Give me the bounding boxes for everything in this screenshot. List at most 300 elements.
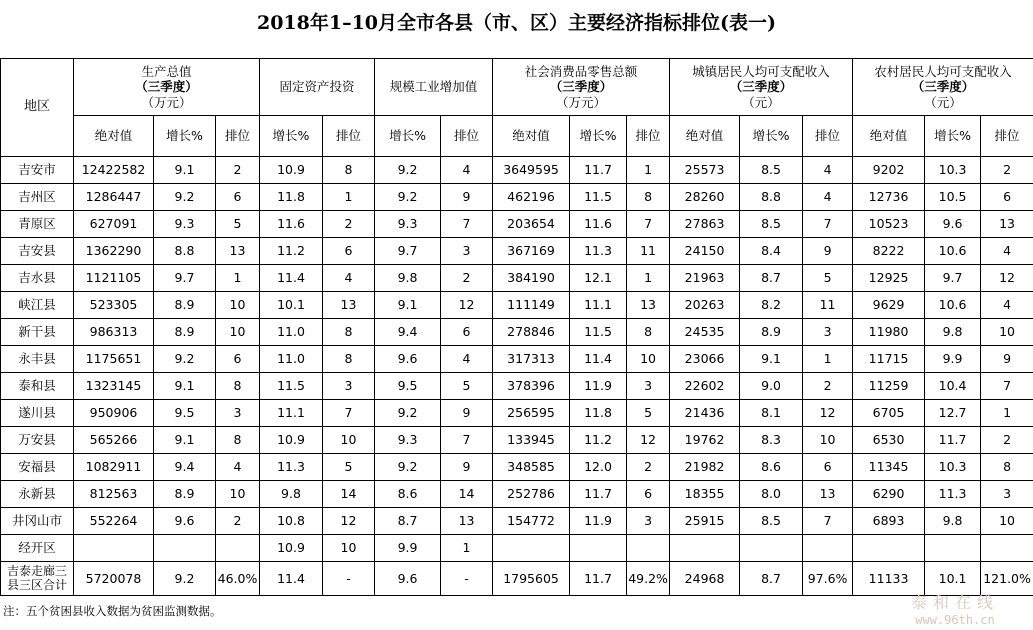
value-cell: 9.5: [375, 373, 441, 400]
header-absolute-value: 绝对值: [74, 116, 154, 157]
value-cell: 11.9: [570, 373, 627, 400]
value-cell: 11.2: [260, 238, 323, 265]
table-row: [1, 292, 1033, 319]
value-cell: 11: [803, 292, 853, 319]
value-cell: 9.2: [375, 184, 441, 211]
value-cell: 11.5: [260, 373, 323, 400]
value-cell: 9.1: [154, 157, 216, 184]
value-cell: 8.9: [154, 481, 216, 508]
watermark: [880, 590, 1030, 627]
region-cell: 泰和县: [1, 373, 74, 400]
value-cell: 12422582: [74, 157, 154, 184]
header-retail-name: 社会消费品零售总额: [524, 63, 638, 79]
value-cell: 9: [803, 238, 853, 265]
economic-indicators-table: [0, 58, 1033, 596]
value-cell: 9.6: [154, 508, 216, 535]
total-value-cell: 11.4: [260, 562, 323, 596]
watermark-url: www.96th.cn: [915, 613, 995, 627]
header-growth-pct: 增长%: [740, 116, 803, 157]
value-cell: 9: [981, 346, 1033, 373]
value-cell: 9: [441, 184, 493, 211]
value-cell: 13: [981, 211, 1033, 238]
value-cell: 256595: [493, 400, 570, 427]
value-cell: 317313: [493, 346, 570, 373]
value-cell: 5: [627, 400, 670, 427]
value-cell: 9.3: [375, 211, 441, 238]
value-cell: 9.1: [154, 427, 216, 454]
header-rural-unit: （元）: [924, 94, 962, 110]
value-cell: 2: [981, 427, 1033, 454]
value-cell: 11.9: [570, 508, 627, 535]
value-cell: 11.4: [570, 346, 627, 373]
region-cell: 吉安县: [1, 238, 74, 265]
header-rural: [853, 59, 1033, 116]
value-cell: [981, 535, 1033, 562]
header-absolute-value: 绝对值: [493, 116, 570, 157]
value-cell: 3: [323, 373, 375, 400]
header-rural-name: 农村居民人均可支配收入: [874, 63, 1012, 79]
header-retail-unit: （万元）: [556, 94, 607, 110]
value-cell: 11.7: [570, 157, 627, 184]
value-cell: 154772: [493, 508, 570, 535]
value-cell: 3649595: [493, 157, 570, 184]
value-cell: 11.6: [260, 211, 323, 238]
header-retail: [493, 59, 670, 116]
header-growth-pct: 增长%: [154, 116, 216, 157]
value-cell: 9.1: [740, 346, 803, 373]
value-cell: 10.4: [925, 373, 981, 400]
value-cell: 9.6: [925, 211, 981, 238]
value-cell: 1: [627, 265, 670, 292]
value-cell: 1: [323, 184, 375, 211]
value-cell: 12: [803, 400, 853, 427]
value-cell: 11.8: [260, 184, 323, 211]
total-value-cell: -: [441, 562, 493, 596]
total-value-cell: 10.1: [925, 562, 981, 596]
value-cell: 3: [803, 319, 853, 346]
value-cell: 8: [323, 346, 375, 373]
value-cell: [216, 535, 260, 562]
value-cell: 14: [323, 481, 375, 508]
value-cell: 4: [981, 238, 1033, 265]
value-cell: 8: [216, 373, 260, 400]
region-cell: 峡江县: [1, 292, 74, 319]
header-gdp-period: （三季度）: [135, 79, 198, 95]
watermark-text: 泰和在线: [910, 593, 999, 612]
header-growth-pct: 增长%: [375, 116, 441, 157]
value-cell: 12736: [853, 184, 925, 211]
value-cell: 252786: [493, 481, 570, 508]
header-gdp-unit: （万元）: [141, 94, 192, 110]
region-cell: 永丰县: [1, 346, 74, 373]
value-cell: 7: [441, 211, 493, 238]
value-cell: [853, 535, 925, 562]
value-cell: 8.5: [740, 157, 803, 184]
value-cell: 203654: [493, 211, 570, 238]
value-cell: 10.6: [925, 292, 981, 319]
region-cell: 经开区: [1, 535, 74, 562]
value-cell: 8.8: [740, 184, 803, 211]
value-cell: 8.4: [740, 238, 803, 265]
value-cell: 7: [803, 508, 853, 535]
value-cell: 1: [216, 265, 260, 292]
value-cell: 9.9: [375, 535, 441, 562]
value-cell: 3: [627, 508, 670, 535]
value-cell: 28260: [670, 184, 740, 211]
value-cell: 133945: [493, 427, 570, 454]
value-cell: 4: [441, 346, 493, 373]
region-cell: 吉州区: [1, 184, 74, 211]
header-rank: 排位: [441, 116, 493, 157]
value-cell: 9.8: [925, 508, 981, 535]
value-cell: 6: [216, 184, 260, 211]
value-cell: 13: [627, 292, 670, 319]
value-cell: 6: [627, 481, 670, 508]
table-row: [1, 184, 1033, 211]
table-row: [1, 373, 1033, 400]
value-cell: 12: [627, 427, 670, 454]
value-cell: 10: [981, 508, 1033, 535]
total-value-cell: 8.7: [740, 562, 803, 596]
value-cell: 1: [981, 400, 1033, 427]
value-cell: 1121105: [74, 265, 154, 292]
header-rank: 排位: [981, 116, 1033, 157]
value-cell: 8: [981, 454, 1033, 481]
region-cell: 永新县: [1, 481, 74, 508]
value-cell: 13: [216, 238, 260, 265]
value-cell: 378396: [493, 373, 570, 400]
total-value-cell: 5720078: [74, 562, 154, 596]
value-cell: 8.5: [740, 508, 803, 535]
region-cell: 遂川县: [1, 400, 74, 427]
header-rank: 排位: [803, 116, 853, 157]
value-cell: 10: [981, 319, 1033, 346]
footnote: 注：五个贫困县收入数据为贫困监测数据。: [3, 604, 222, 618]
table-body: [1, 157, 1033, 596]
table-row: [1, 319, 1033, 346]
value-cell: 9.8: [375, 265, 441, 292]
value-cell: 3: [981, 481, 1033, 508]
value-cell: 9.7: [925, 265, 981, 292]
header-industry: 规模工业增加值: [375, 59, 493, 116]
total-value-cell: -: [323, 562, 375, 596]
value-cell: 6: [803, 454, 853, 481]
value-cell: 12925: [853, 265, 925, 292]
value-cell: 7: [627, 211, 670, 238]
region-cell: 万安县: [1, 427, 74, 454]
value-cell: 1286447: [74, 184, 154, 211]
value-cell: 111149: [493, 292, 570, 319]
value-cell: 10.1: [260, 292, 323, 319]
table-row: [1, 238, 1033, 265]
value-cell: 11345: [853, 454, 925, 481]
value-cell: 8.5: [740, 211, 803, 238]
value-cell: 13: [803, 481, 853, 508]
value-cell: [154, 535, 216, 562]
value-cell: 9.2: [375, 157, 441, 184]
value-cell: 2: [216, 157, 260, 184]
value-cell: 384190: [493, 265, 570, 292]
total-value-cell: 97.6%: [803, 562, 853, 596]
region-cell: 吉水县: [1, 265, 74, 292]
value-cell: 6: [216, 346, 260, 373]
value-cell: 8: [323, 157, 375, 184]
value-cell: 552264: [74, 508, 154, 535]
value-cell: 348585: [493, 454, 570, 481]
value-cell: 7: [981, 373, 1033, 400]
total-value-cell: 49.2%: [627, 562, 670, 596]
value-cell: 9.8: [260, 481, 323, 508]
value-cell: 5: [323, 454, 375, 481]
value-cell: 8: [627, 319, 670, 346]
total-row: [1, 562, 1033, 596]
value-cell: 10: [803, 427, 853, 454]
value-cell: 8.9: [154, 292, 216, 319]
value-cell: 9: [441, 454, 493, 481]
value-cell: 523305: [74, 292, 154, 319]
value-cell: 6: [323, 238, 375, 265]
value-cell: 1175651: [74, 346, 154, 373]
value-cell: 10.9: [260, 427, 323, 454]
value-cell: 10.6: [925, 238, 981, 265]
table-row: [1, 211, 1033, 238]
value-cell: 22602: [670, 373, 740, 400]
value-cell: 9.5: [154, 400, 216, 427]
value-cell: 9.2: [375, 400, 441, 427]
value-cell: 10.3: [925, 157, 981, 184]
value-cell: 11.3: [570, 238, 627, 265]
value-cell: 6: [441, 319, 493, 346]
value-cell: 9.2: [154, 184, 216, 211]
table-row: [1, 454, 1033, 481]
value-cell: 27863: [670, 211, 740, 238]
value-cell: 21963: [670, 265, 740, 292]
value-cell: 10: [627, 346, 670, 373]
total-value-cell: 24968: [670, 562, 740, 596]
value-cell: 9.2: [375, 454, 441, 481]
value-cell: 11.0: [260, 346, 323, 373]
header-rank: 排位: [216, 116, 260, 157]
value-cell: [740, 535, 803, 562]
header-absolute-value: 绝对值: [853, 116, 925, 157]
header-fai: 固定资产投资: [260, 59, 375, 116]
value-cell: 7: [441, 427, 493, 454]
value-cell: 3: [216, 400, 260, 427]
value-cell: 25915: [670, 508, 740, 535]
table-row: [1, 265, 1033, 292]
value-cell: 3: [441, 238, 493, 265]
table-row: [1, 427, 1033, 454]
value-cell: 10.9: [260, 157, 323, 184]
value-cell: 6893: [853, 508, 925, 535]
value-cell: 6: [981, 184, 1033, 211]
value-cell: 20263: [670, 292, 740, 319]
value-cell: 7: [323, 400, 375, 427]
total-value-cell: 1795605: [493, 562, 570, 596]
value-cell: 12.7: [925, 400, 981, 427]
value-cell: 2: [441, 265, 493, 292]
table-row: [1, 346, 1033, 373]
value-cell: 4: [803, 184, 853, 211]
value-cell: 11.2: [570, 427, 627, 454]
value-cell: 2: [803, 373, 853, 400]
value-cell: 9.8: [925, 319, 981, 346]
value-cell: 12: [323, 508, 375, 535]
value-cell: 11.8: [570, 400, 627, 427]
value-cell: 11.4: [260, 265, 323, 292]
value-cell: 6290: [853, 481, 925, 508]
value-cell: 8: [323, 319, 375, 346]
header-rank: 排位: [323, 116, 375, 157]
value-cell: 9.7: [154, 265, 216, 292]
value-cell: [493, 535, 570, 562]
value-cell: 8.7: [740, 265, 803, 292]
value-cell: 12: [981, 265, 1033, 292]
value-cell: 4: [981, 292, 1033, 319]
value-cell: 8222: [853, 238, 925, 265]
region-cell: 新干县: [1, 319, 74, 346]
total-value-cell: 11133: [853, 562, 925, 596]
value-cell: 11.5: [570, 184, 627, 211]
value-cell: [925, 535, 981, 562]
value-cell: 2: [216, 508, 260, 535]
value-cell: 11.0: [260, 319, 323, 346]
header-urban-unit: （元）: [742, 94, 780, 110]
value-cell: 10.9: [260, 535, 323, 562]
header-growth-pct: 增长%: [260, 116, 323, 157]
value-cell: 8.0: [740, 481, 803, 508]
region-cell: 安福县: [1, 454, 74, 481]
value-cell: 8.6: [740, 454, 803, 481]
value-cell: [74, 535, 154, 562]
value-cell: [627, 535, 670, 562]
value-cell: 11.7: [925, 427, 981, 454]
value-cell: 19762: [670, 427, 740, 454]
value-cell: 565266: [74, 427, 154, 454]
value-cell: 12.0: [570, 454, 627, 481]
value-cell: 9.3: [154, 211, 216, 238]
value-cell: 11.3: [925, 481, 981, 508]
total-value-cell: 46.0%: [216, 562, 260, 596]
value-cell: 3: [627, 373, 670, 400]
value-cell: 10: [216, 481, 260, 508]
value-cell: 1: [441, 535, 493, 562]
value-cell: 4: [441, 157, 493, 184]
region-cell: 吉安市: [1, 157, 74, 184]
value-cell: 5: [216, 211, 260, 238]
value-cell: 986313: [74, 319, 154, 346]
value-cell: 5: [803, 265, 853, 292]
header-gdp-name: 生产总值: [141, 63, 192, 79]
value-cell: 462196: [493, 184, 570, 211]
table-row: [1, 535, 1033, 562]
value-cell: 10: [216, 319, 260, 346]
value-cell: 11.1: [260, 400, 323, 427]
value-cell: 9.4: [375, 319, 441, 346]
value-cell: 11: [627, 238, 670, 265]
value-cell: 9.1: [375, 292, 441, 319]
header-urban-period: （三季度）: [729, 79, 793, 95]
value-cell: 9.2: [154, 346, 216, 373]
value-cell: 18355: [670, 481, 740, 508]
value-cell: 11715: [853, 346, 925, 373]
value-cell: 8: [216, 427, 260, 454]
value-cell: 2: [323, 211, 375, 238]
value-cell: 8.2: [740, 292, 803, 319]
value-cell: 11.6: [570, 211, 627, 238]
value-cell: 9.6: [375, 346, 441, 373]
header-growth-pct: 增长%: [925, 116, 981, 157]
header-urban: [670, 59, 853, 116]
value-cell: 11980: [853, 319, 925, 346]
total-value-cell: 121.0%: [981, 562, 1033, 596]
value-cell: 21436: [670, 400, 740, 427]
value-cell: 23066: [670, 346, 740, 373]
total-value-cell: 11.7: [570, 562, 627, 596]
value-cell: 24535: [670, 319, 740, 346]
value-cell: 4: [216, 454, 260, 481]
total-value-cell: 9.2: [154, 562, 216, 596]
value-cell: 9.1: [154, 373, 216, 400]
value-cell: 1362290: [74, 238, 154, 265]
header-urban-name: 城镇居民人均可支配收入: [692, 63, 830, 79]
value-cell: 11.5: [570, 319, 627, 346]
total-value-cell: 9.6: [375, 562, 441, 596]
value-cell: 6530: [853, 427, 925, 454]
value-cell: 13: [441, 508, 493, 535]
subheader-row: [1, 116, 1033, 157]
value-cell: [803, 535, 853, 562]
value-cell: 14: [441, 481, 493, 508]
value-cell: [670, 535, 740, 562]
header-rank: 排位: [627, 116, 670, 157]
value-cell: 812563: [74, 481, 154, 508]
value-cell: [570, 535, 627, 562]
table-row: [1, 157, 1033, 184]
value-cell: 13: [323, 292, 375, 319]
table-title: 2018年1–10月全市各县（市、区）主要经济指标排位(表一): [256, 12, 777, 34]
value-cell: 11.3: [260, 454, 323, 481]
value-cell: 9: [441, 400, 493, 427]
value-cell: 8.1: [740, 400, 803, 427]
value-cell: 12.1: [570, 265, 627, 292]
value-cell: 8.9: [740, 319, 803, 346]
value-cell: 10: [323, 427, 375, 454]
value-cell: 1: [803, 346, 853, 373]
value-cell: 8.6: [375, 481, 441, 508]
value-cell: 10523: [853, 211, 925, 238]
value-cell: 10: [323, 535, 375, 562]
value-cell: 4: [323, 265, 375, 292]
region-cell: 青原区: [1, 211, 74, 238]
value-cell: 9.3: [375, 427, 441, 454]
value-cell: 9.9: [925, 346, 981, 373]
value-cell: 627091: [74, 211, 154, 238]
value-cell: 1082911: [74, 454, 154, 481]
value-cell: 8.9: [154, 319, 216, 346]
total-region-line1: 吉泰走廊三: [6, 563, 67, 578]
value-cell: 8.8: [154, 238, 216, 265]
header-retail-period: （三季度）: [549, 79, 613, 95]
header-rural-period: （三季度）: [911, 79, 975, 95]
total-region-cell: [1, 562, 74, 596]
value-cell: 2: [627, 454, 670, 481]
value-cell: 950906: [74, 400, 154, 427]
header-region: 地区: [1, 59, 74, 157]
region-cell: 井冈山市: [1, 508, 74, 535]
value-cell: 9.7: [375, 238, 441, 265]
value-cell: 8.3: [740, 427, 803, 454]
